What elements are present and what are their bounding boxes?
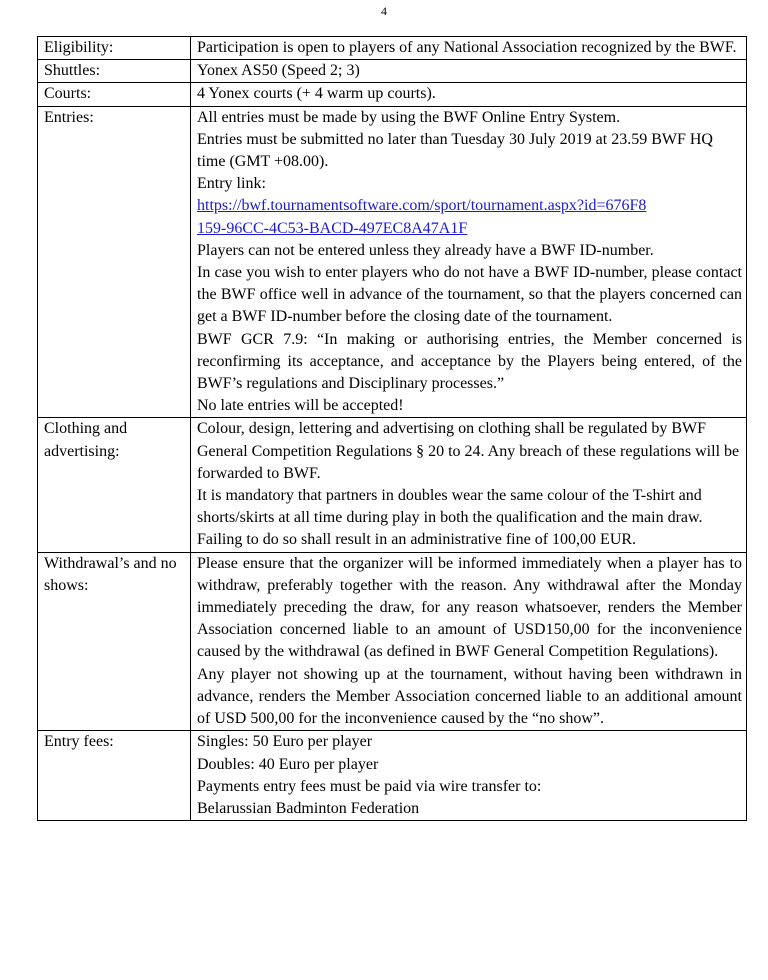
withdrawal-policy: Please ensure that the organizer will be informed immediately when a player has to withdraw, preferably together with the reason. Any withdrawal after the Monday immediately preceding the draw, for any reason whatsoever, renders the Member Association concerned liable to an amount of USD150,00 for the inconvenience caused by the withdrawal (as defined in BWF General Competition Regulations). (197, 554, 742, 661)
entries-no-id-instructions: In case you wish to enter players who do not have a BWF ID-number, please contact the BWF office well in advance of the tournament, so that the players concerned can get a BWF ID-number before the closing date of the tournament. (197, 264, 742, 326)
row-label-withdrawals: Withdrawal’s and no shows: (38, 552, 191, 731)
row-label-eligibility: Eligibility: (38, 37, 191, 60)
entries-no-late: No late entries will be accepted! (197, 397, 404, 415)
row-value-shuttles: Yonex AS50 (Speed 2; 3) (191, 60, 747, 83)
table-row-courts (38, 83, 747, 106)
table-row-eligibility (38, 37, 747, 60)
entries-deadline: Entries must be submitted no later than Tuesday 30 July 2019 at 23.59 BWF HQ time (GMT +08.00). (197, 130, 713, 171)
tournament-info-table (37, 36, 747, 821)
row-value-withdrawals (191, 552, 747, 731)
clothing-doubles-rule: It is mandatory that partners in doubles wear the same colour of the T-shirt and shorts/skirts at all time during play in both the qualification and the main draw. Failing to do so shall result in an administrative fine of 100,00 EUR. (197, 487, 703, 549)
row-value-clothing (191, 418, 747, 552)
row-value-entries (191, 106, 747, 418)
fee-doubles: Doubles: 40 Euro per player (197, 755, 379, 773)
entry-link-line-1: https://bwf.tournamentsoftware.com/sport/tournament.aspx?id=676F8 (197, 197, 647, 215)
row-label-entry-fees: Entry fees: (38, 731, 191, 821)
entries-gcr-quote: BWF GCR 7.9: “In making or authorising entries, the Member concerned is reconfirming its acceptance, and acceptance by the Players being entered, of the BWF’s regulations and Disciplinary processes.” (197, 330, 742, 393)
table-row-entries (38, 106, 747, 418)
entries-bwf-id-note: Players can not be entered unless they already have a BWF ID-number. (197, 241, 654, 259)
table-row-clothing (38, 418, 747, 552)
row-value-entry-fees (191, 731, 747, 821)
entries-link-label: Entry link: (197, 175, 266, 193)
entries-online-system: All entries must be made by using the BWF Online Entry System. (197, 108, 621, 126)
table-row-shuttles (38, 60, 747, 83)
entry-link-line-2: 159-96CC-4C53-BACD-497EC8A47A1F (197, 219, 468, 237)
row-value-eligibility: Participation is open to players of any National Association recognized by the BWF. (191, 37, 747, 60)
fee-singles: Singles: 50 Euro per player (197, 733, 373, 751)
row-label-entries: Entries: (38, 106, 191, 418)
row-label-courts: Courts: (38, 83, 191, 106)
page-number: 4 (381, 4, 387, 18)
fee-payment-method: Payments entry fees must be paid via wire transfer to: (197, 777, 542, 795)
table-row-entry-fees (38, 731, 747, 821)
clothing-regulations: Colour, design, lettering and advertising on clothing shall be regulated by BWF General Competition Regulations § 20 to 24. Any breach of these regulations will be forwarded to BWF. (197, 420, 740, 482)
row-value-courts: 4 Yonex courts (+ 4 warm up courts). (191, 83, 747, 106)
row-label-clothing: Clothing and advertising: (38, 418, 191, 552)
fee-recipient: Belarussian Badminton Federation (197, 799, 420, 817)
row-label-shuttles: Shuttles: (38, 60, 191, 83)
no-show-policy: Any player not showing up at the tournament, without having been withdrawn in advance, renders the Member Association concerned liable to an additional amount of USD 500,00 for the inconvenience caused by the “no show”. (197, 665, 742, 728)
table-row-withdrawals (38, 552, 747, 731)
entry-link[interactable] (197, 195, 742, 239)
